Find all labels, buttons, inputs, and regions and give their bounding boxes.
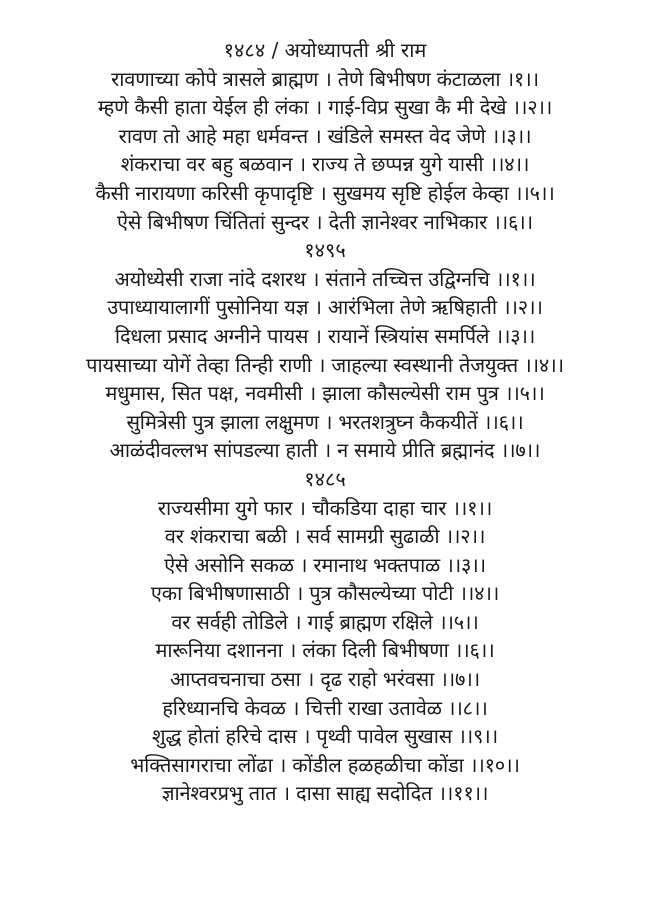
verse-line: ऐसे बिभीषण चिंतितां सुन्दर । देती ज्ञानेश्वर नाभिकार ।।६।। xyxy=(117,209,533,234)
section-heading: १४९५ xyxy=(304,238,346,263)
verse-line: रावण तो आहे महा धर्मवन्त । खंडिले समस्त वेद जेणे ।।३।। xyxy=(118,123,532,148)
verse-line: शुद्ध होतां हरिचे दास । पृथ्वी पावेल सुखास ।।९।। xyxy=(152,724,498,749)
section-heading: १४८५ xyxy=(304,466,346,491)
verse-line: शंकराचा वर बहु बळवान । राज्य ते छप्पन्न युगे यासी ।।४।। xyxy=(120,152,530,177)
verse-line: दिधला प्रसाद अग्नीने पायस । रायानें स्त्रियांस समर्पिले ।।३।। xyxy=(114,323,536,348)
verse-line: राज्यसीमा युगे फार । चौकडिया दाहा चार ।।१।। xyxy=(157,495,493,520)
verse-line: मारूनिया दशानना । लंका दिली बिभीषणा ।।६।। xyxy=(155,638,495,663)
verse-line: आप्तवचनाचा ठसा । दृढ राहो भरंवसा ।।७।। xyxy=(169,667,481,692)
document-page xyxy=(0,36,650,808)
verse-line: ऐसे असोनि सकळ । रमानाथ भक्तपाळ ।।३।। xyxy=(164,552,486,577)
section-1484 xyxy=(0,36,650,236)
section-1485 xyxy=(0,465,650,808)
verse-line: ज्ञानेश्वरप्रभु तात । दासा साह्य सदोदित ।।११।। xyxy=(161,781,489,806)
section-1495 xyxy=(0,236,650,465)
verse-line: रावणाच्या कोपे त्रासले ब्राह्मण । तेणे बिभीषण कंटाळला ।१।। xyxy=(111,66,539,91)
verse-line: कैसी नारायणा करिसी कृपादृष्टि । सुखमय सृष्टि होईल केव्हा ।।५।। xyxy=(95,180,555,205)
verse-line: सुमित्रेसी पुत्र झाला लक्षुमण । भरतशत्रुघ्न कैकयीतें ।।६।। xyxy=(126,409,524,434)
verse-line: आळंदीवल्लभ सांपडल्या हाती । न समाये प्रीति ब्रह्मानंद ।।७।। xyxy=(109,438,541,463)
verse-line: एका बिभीषणासाठी । पुत्र कौसल्येच्या पोटी ।।४।। xyxy=(150,581,500,606)
verse-line: वर सर्वही तोडिले । गाई ब्राह्मण रक्षिले ।।५।। xyxy=(171,609,479,634)
verse-line: मधुमास, सित पक्ष, नवमीसी । झाला कौसल्येसी राम पुत्र ।।५।। xyxy=(105,381,545,406)
section-heading: १४८४ / अयोध्यापती श्री राम xyxy=(223,38,427,62)
verse-line: उपाध्यायालागीं पुसोनिया यज्ञ । आरंभिला तेणे ऋषिहाती ।।२।। xyxy=(107,295,543,320)
verse-line: भक्तिसागराचा लोंढा । कोंडील हळहळीचा कोंडा ।।१०।। xyxy=(130,752,520,777)
verse-line: वर शंकराचा बळी । सर्व सामग्री सुढाळी ।।२।। xyxy=(164,524,486,549)
verse-line: पायसाच्या योगें तेव्हा तिन्ही राणी । जाहल्या स्वस्थानी तेजयुक्त ।।४।। xyxy=(86,352,564,377)
verse-line: अयोध्येसी राजा नांदे दशरथ । संताने तच्चित्त उद्विग्नचि ।।१।। xyxy=(114,266,536,291)
verse-line: म्हणे कैसी हाता येईल ही लंका । गाई-विप्र सुखा कै मी देखे ।।२।। xyxy=(97,95,553,120)
verse-line: हरिध्यानचि केवळ । चित्ती राखा उतावेळ ।।८।। xyxy=(162,695,488,720)
